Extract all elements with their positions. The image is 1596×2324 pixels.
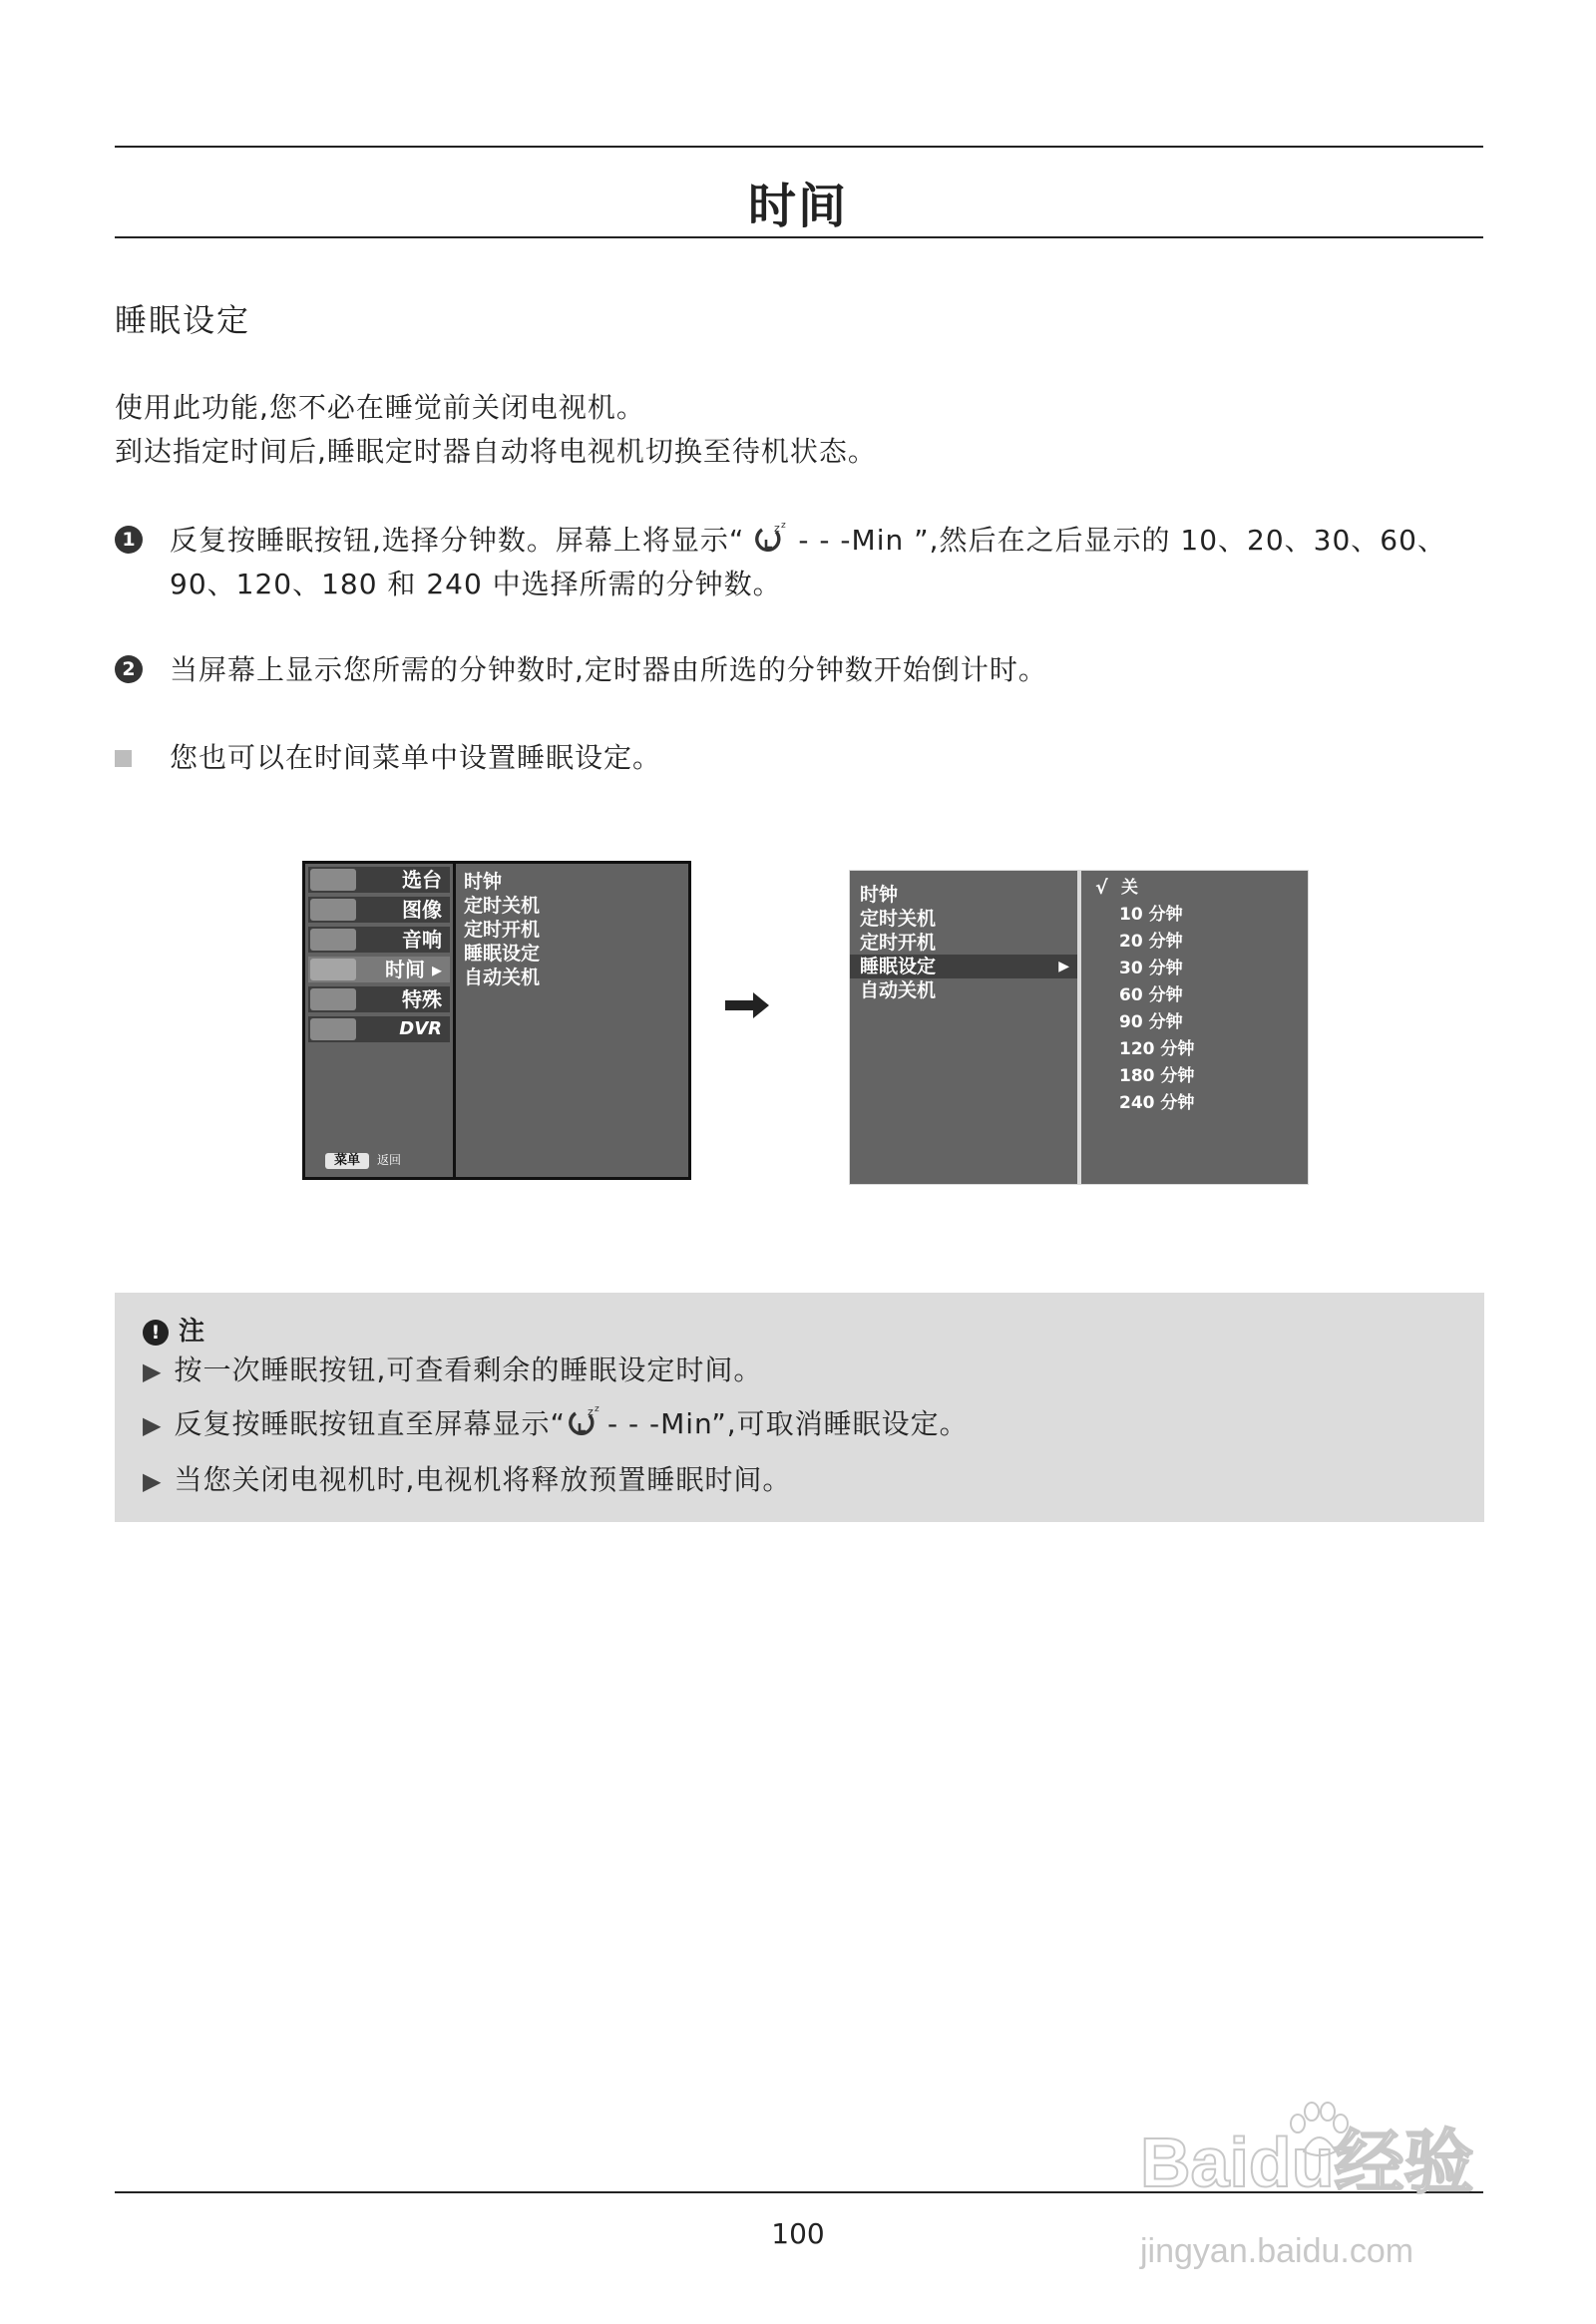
note-line-1: ▶ 按一次睡眠按钮,可查看剩余的睡眠设定时间。 xyxy=(143,1354,763,1386)
exclamation-icon: ! xyxy=(143,1320,169,1346)
menu-tab-time[interactable]: 时间 ▸ xyxy=(308,957,450,982)
menu2-item-sleep-selected[interactable] xyxy=(850,955,1077,978)
menu-tab-channel[interactable]: 选台 xyxy=(308,867,450,893)
sleep-option-90[interactable]: 90 分钟 xyxy=(1119,1012,1183,1032)
sleep-option-60[interactable]: 60 分钟 xyxy=(1119,985,1183,1005)
note-heading: ! 注 xyxy=(143,1311,204,1348)
note-line-2: ▶ 反复按睡眠按钮直至屏幕显示“ z z - - -Min”,可取消睡眠设定。 xyxy=(143,1405,969,1440)
special-thumb-icon xyxy=(310,988,356,1010)
sleep-options-list xyxy=(1081,871,1308,1184)
step-2-text: 当屏幕上显示您所需的分钟数时,定时器由所选的分钟数开始倒计时。 xyxy=(170,653,1047,686)
step-2 xyxy=(115,648,1491,692)
step-number-1: 1 xyxy=(115,526,143,554)
return-label: 返回 xyxy=(377,1153,402,1167)
sleep-timer-icon xyxy=(752,522,790,556)
right-arrow-icon xyxy=(725,990,771,1020)
step-1-text-c: 90、120、180 和 240 中选择所需的分钟数。 xyxy=(170,568,782,600)
sleep-timer-icon xyxy=(566,1405,603,1439)
top-rule xyxy=(115,146,1483,148)
submenu-item-clock[interactable]: 时钟 xyxy=(464,871,503,893)
menu-tab-sound[interactable]: 音响 xyxy=(308,927,450,953)
page-number: 100 xyxy=(771,2217,825,2250)
sound-thumb-icon xyxy=(310,929,356,951)
svg-text:z: z xyxy=(774,522,782,535)
main-menu-screenshot xyxy=(302,861,691,1180)
menu-tab-column xyxy=(305,864,453,1177)
note-box xyxy=(115,1293,1484,1522)
sleep-option-30[interactable]: 30 分钟 xyxy=(1119,959,1183,978)
watermark-url: jingyan.baidu.com xyxy=(1140,2232,1414,2270)
svg-text:z: z xyxy=(587,1405,595,1418)
page-title: 时间 xyxy=(747,179,848,234)
menu-footer xyxy=(325,1149,401,1169)
menu2-item-auto-off[interactable]: 自动关机 xyxy=(860,979,937,1001)
menu-button[interactable]: 菜单 xyxy=(325,1153,369,1169)
sleep-option-20[interactable]: 20 分钟 xyxy=(1119,932,1183,952)
step-1-text-a: 反复按睡眠按钮,选择分钟数。屏幕上将显示“ xyxy=(170,524,745,557)
sleep-option-240[interactable]: 240 分钟 xyxy=(1119,1093,1195,1113)
svg-text:z: z xyxy=(594,1405,600,1414)
svg-text:z: z xyxy=(781,522,788,531)
dvr-thumb-icon xyxy=(310,1018,356,1040)
step-1-text-b: - - -Min ”,然后在之后显示的 10、20、30、60、 xyxy=(798,524,1446,557)
submenu-item-sleep[interactable]: 睡眠设定 xyxy=(464,943,541,965)
submenu-item-off-timer[interactable]: 定时关机 xyxy=(464,895,541,917)
menu2-item-on-timer[interactable]: 定时开机 xyxy=(860,932,937,954)
picture-thumb-icon xyxy=(310,899,356,921)
intro-line-1: 使用此功能,您不必在睡觉前关闭电视机。 xyxy=(115,391,645,424)
menu-tab-picture[interactable]: 图像 xyxy=(308,897,450,923)
triangle-bullet-icon: ▶ xyxy=(143,1467,163,1495)
title-rule xyxy=(115,236,1483,238)
menu2-item-off-timer[interactable]: 定时关机 xyxy=(860,908,937,930)
channel-thumb-icon xyxy=(310,869,356,891)
menu2-item-clock[interactable]: 时钟 xyxy=(860,884,899,906)
section-heading: 睡眠设定 xyxy=(115,301,251,339)
step-3-text: 您也可以在时间菜单中设置睡眠设定。 xyxy=(170,741,662,774)
step-1 xyxy=(115,519,1491,606)
watermark-brand: Baidu经验 xyxy=(1140,2124,1474,2201)
check-mark-icon: √ xyxy=(1095,877,1108,899)
sleep-option-120[interactable]: 120 分钟 xyxy=(1119,1039,1195,1059)
step-number-2: 2 xyxy=(115,655,143,683)
submenu-item-auto-off[interactable]: 自动关机 xyxy=(464,967,541,988)
intro-line-2: 到达指定时间后,睡眠定时器自动将电视机切换至待机状态。 xyxy=(115,435,877,468)
menu2-item-sleep: 睡眠设定 xyxy=(860,956,937,977)
time-submenu xyxy=(456,864,688,1177)
sleep-option-off[interactable]: 关 xyxy=(1121,878,1138,898)
menu-tab-special[interactable]: 特殊 xyxy=(308,986,450,1012)
menu-tab-dvr[interactable]: DVR xyxy=(308,1016,450,1042)
time-menu-list xyxy=(850,871,1077,1184)
note-line-3: ▶ 当您关闭电视机时,电视机将释放预置睡眠时间。 xyxy=(143,1463,792,1496)
step-3-note xyxy=(115,736,1491,780)
submenu-arrow-icon: ▶ xyxy=(1058,959,1069,974)
sleep-option-10[interactable]: 10 分钟 xyxy=(1119,905,1183,925)
submenu-item-on-timer[interactable]: 定时开机 xyxy=(464,919,541,941)
triangle-bullet-icon: ▶ xyxy=(143,1411,163,1439)
sleep-menu-screenshot xyxy=(849,870,1309,1185)
clock-thumb-icon xyxy=(310,959,356,980)
triangle-bullet-icon: ▶ xyxy=(143,1357,163,1385)
sleep-option-180[interactable]: 180 分钟 xyxy=(1119,1066,1195,1086)
square-bullet-icon xyxy=(115,750,132,767)
